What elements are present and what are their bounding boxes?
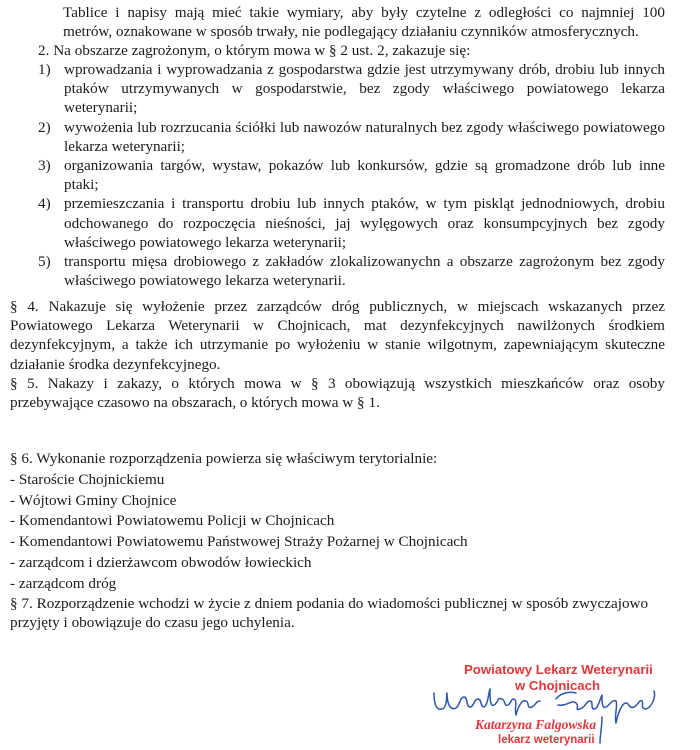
item-number: 2) [38, 118, 51, 136]
section-5: § 5. Nakazy i zakazy, o których mowa w § 3 obowiązują wszystkich mieszkańców oraz osoby przebywające czasowo na obszarach, o których mowa w § 1. [10, 375, 665, 412]
intro-line-1: Tablice i napisy mają mieć takie wymiary, aby były czytelne z odległości co najmniej 100 [63, 4, 665, 21]
item-number: 1) [38, 61, 51, 78]
prohibitions-list [38, 60, 665, 290]
stamp-office-line: Powiatowy Lekarz Weterynarii [464, 662, 653, 677]
section-6-heading: § 6. Wykonanie rozporządzenia powierza się właściwym terytorialnie: [10, 450, 438, 467]
intro-paragraph [63, 3, 665, 41]
list-item [38, 252, 665, 290]
section-7: § 7. Rozporządzenie wchodzi w życie z dniem podania do wiadomości publicznej w sposób zwyczajowo przyjęty i obowiązuje do czasu jego uchylenia. [10, 595, 649, 632]
item-text: wywożenia lub rozrzucania ściółki lub nawozów naturalnych bez zgody właściwego powiatowego lekarza weterynarii; [64, 118, 665, 155]
list-item [38, 60, 665, 118]
item-number: 3) [38, 157, 51, 175]
responsible-item: - Komendantowi Powiatowemu Policji w Chojnicach [10, 512, 335, 530]
item-number: 5) [38, 253, 51, 271]
responsible-item: - Komendantowi Powiatowemu Państwowej Straży Pożarnej w Chojnicach [10, 533, 468, 551]
item-text: transportu mięsa drobiowego z zakładów zlokalizowanychn a obszarze zagrożonym bez zgody właściwego powiatowego lekarza weterynarii. [64, 253, 665, 290]
stamp-name: Katarzyna Falgowska [475, 717, 597, 732]
stamp-role: lekarz weterynarii [498, 734, 595, 746]
item-text: wprowadzania i wyprowadzania z gospodarstwa gdzie jest utrzymywany drób, drobiu lub innych ptaków utrzymywanych w gospodarstwie, bez zgody właściwego powiatowego lekarza weterynarii; [64, 61, 665, 117]
official-stamp [430, 657, 670, 744]
responsible-item: - Wójtowi Gminy Chojnice [10, 491, 177, 509]
handwritten-signature [430, 657, 670, 744]
item-number: 4) [38, 195, 51, 213]
section-6 [10, 449, 665, 595]
stamp-location-line: w Chojnicach [515, 678, 600, 693]
intro-line-2: metrów, oznakowane w sposób trwały, nie podlegający działaniu czynników atmosferycznych. [63, 23, 639, 41]
responsible-item: - zarządcom dróg [10, 574, 117, 592]
section-4: § 4. Nakazuje się wyłożenie przez zarządców dróg publicznych, w miejscach wskazanych przez Powiatowego Lekarza Weterynarii w Chojnicach, mat dezynfekcyjnych nawilżonych środkiem dezynfekcyjnym, a także ich utrzymanie po wyłożeniu w stanie wilgotnym, zapewniającym skuteczne działanie środka dezynfekcyjnego. [10, 298, 665, 373]
list-item [38, 118, 665, 156]
list-item [38, 156, 665, 194]
responsible-item: - Staroście Chojnickiemu [10, 470, 165, 488]
list-item [38, 194, 665, 252]
section-2-heading: 2. Na obszarze zagrożonym, o którym mowa w § 2 ust. 2, zakazuje się: [38, 42, 471, 59]
responsible-item: - zarządcom i dzierżawcom obwodów łowieckich [10, 553, 312, 571]
item-text: przemieszczania i transportu drobiu lub innych ptaków, w tym piskląt jednodniowych, drobiu odchowanego do rozpoczęcia nieśności, jaj wylęgowych oraz konsumpcyjnych bez zgody właściwego powiatowego lekarza weterynarii; [64, 195, 665, 251]
item-text: organizowania targów, wystaw, pokazów lub konkursów, gdzie są gromadzone drób lub inne ptaki; [64, 157, 665, 194]
